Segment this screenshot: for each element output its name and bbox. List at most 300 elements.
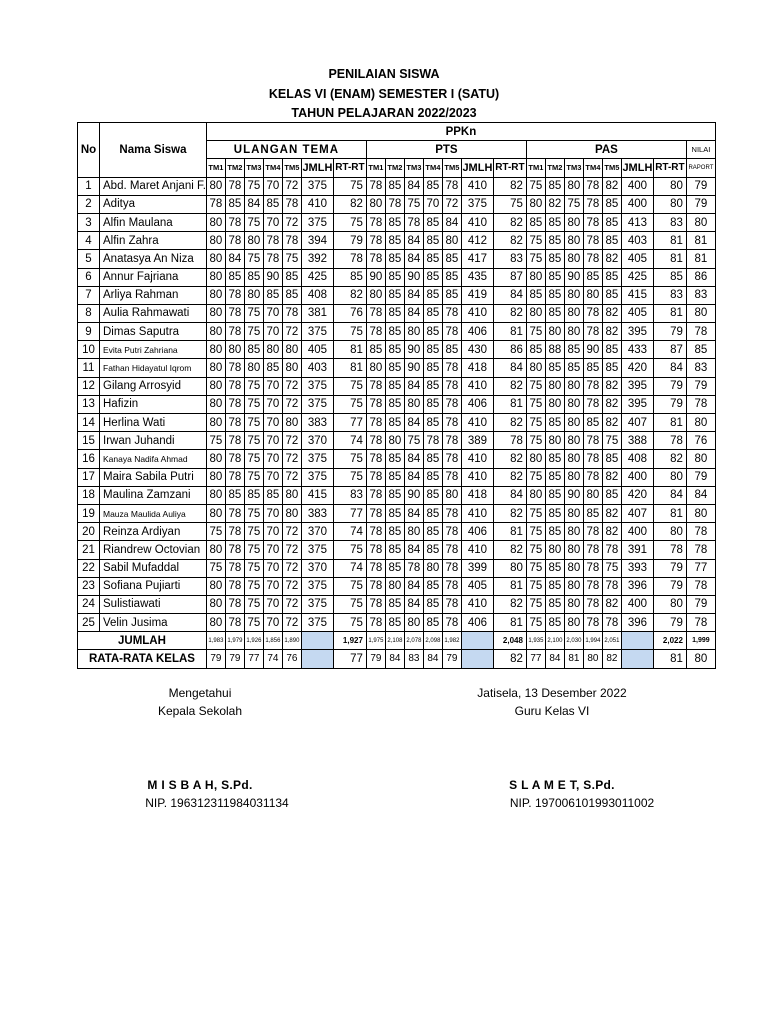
average-row-pas-6: 81 bbox=[653, 650, 686, 668]
score-uh-1: 85 bbox=[225, 195, 244, 213]
score-pts-6: 78 bbox=[493, 432, 526, 450]
score-pts-4: 85 bbox=[442, 250, 461, 268]
score-pas-5: 407 bbox=[621, 504, 653, 522]
score-pts-4: 80 bbox=[442, 486, 461, 504]
student-nilai: 85 bbox=[686, 341, 715, 359]
score-uh-2: 75 bbox=[244, 213, 263, 231]
score-pts-1: 85 bbox=[385, 304, 404, 322]
score-uh-1: 78 bbox=[225, 541, 244, 559]
score-pas-2: 80 bbox=[564, 414, 583, 432]
score-uh-4: 72 bbox=[282, 323, 301, 341]
score-uh-2: 75 bbox=[244, 504, 263, 522]
score-pas-4: 82 bbox=[602, 468, 621, 486]
score-uh-3: 70 bbox=[263, 213, 282, 231]
score-uh-5: 415 bbox=[301, 486, 333, 504]
score-pas-1: 85 bbox=[545, 523, 564, 541]
total-row-pas-3: 1,994 bbox=[583, 632, 602, 650]
score-uh-3: 70 bbox=[263, 304, 282, 322]
score-pas-4: 82 bbox=[602, 377, 621, 395]
student-row bbox=[78, 304, 716, 322]
score-uh-2: 75 bbox=[244, 450, 263, 468]
score-pts-3: 85 bbox=[423, 213, 442, 231]
score-uh-6: 75 bbox=[333, 468, 366, 486]
score-pts-6: 84 bbox=[493, 359, 526, 377]
score-pts-2: 75 bbox=[404, 432, 423, 450]
student-no: 10 bbox=[78, 341, 100, 359]
score-pas-5: 405 bbox=[621, 250, 653, 268]
score-uh-3: 78 bbox=[263, 232, 282, 250]
score-uh-5: 392 bbox=[301, 250, 333, 268]
score-pts-6: 81 bbox=[493, 577, 526, 595]
score-pts-3: 85 bbox=[423, 577, 442, 595]
score-uh-6: 75 bbox=[333, 213, 366, 231]
score-pts-6: 82 bbox=[493, 213, 526, 231]
total-row-uh-6: 1,927 bbox=[333, 632, 366, 650]
score-uh-2: 75 bbox=[244, 250, 263, 268]
student-row bbox=[78, 195, 716, 213]
score-uh-2: 80 bbox=[244, 232, 263, 250]
student-nilai: 80 bbox=[686, 504, 715, 522]
average-row-pts-1: 84 bbox=[385, 650, 404, 668]
score-pas-5: 413 bbox=[621, 213, 653, 231]
score-pas-4: 82 bbox=[602, 523, 621, 541]
total-row-pts-6: 2,048 bbox=[493, 632, 526, 650]
score-uh-3: 78 bbox=[263, 250, 282, 268]
score-uh-5: 383 bbox=[301, 504, 333, 522]
score-pts-0: 80 bbox=[366, 195, 385, 213]
total-row-pts-5 bbox=[461, 632, 493, 650]
score-pas-3: 78 bbox=[583, 468, 602, 486]
score-pas-6: 81 bbox=[653, 232, 686, 250]
score-pts-5: 419 bbox=[461, 286, 493, 304]
score-pas-2: 85 bbox=[564, 341, 583, 359]
score-pts-3: 85 bbox=[423, 614, 442, 632]
score-pas-5: 400 bbox=[621, 468, 653, 486]
score-pas-1: 80 bbox=[545, 323, 564, 341]
header-group-pas: PAS bbox=[526, 141, 686, 159]
total-row-uh-4: 1,890 bbox=[282, 632, 301, 650]
score-pas-0: 80 bbox=[526, 268, 545, 286]
student-nilai: 78 bbox=[686, 523, 715, 541]
score-uh-4: 72 bbox=[282, 559, 301, 577]
score-uh-6: 79 bbox=[333, 232, 366, 250]
score-pas-1: 85 bbox=[545, 232, 564, 250]
score-pas-3: 85 bbox=[583, 414, 602, 432]
sign-left-line1: Mengetahui bbox=[168, 686, 232, 700]
grade-table bbox=[77, 122, 716, 669]
score-pts-0: 78 bbox=[366, 523, 385, 541]
student-nilai: 83 bbox=[686, 359, 715, 377]
score-pts-2: 90 bbox=[404, 268, 423, 286]
score-pts-5: 406 bbox=[461, 323, 493, 341]
score-pas-6: 84 bbox=[653, 486, 686, 504]
score-uh-0: 78 bbox=[206, 195, 225, 213]
score-pas-1: 85 bbox=[545, 359, 564, 377]
total-row bbox=[78, 632, 716, 650]
score-uh-4: 78 bbox=[282, 304, 301, 322]
score-pas-3: 78 bbox=[583, 177, 602, 195]
score-pas-2: 80 bbox=[564, 323, 583, 341]
score-pts-2: 84 bbox=[404, 577, 423, 595]
score-pts-1: 85 bbox=[385, 395, 404, 413]
total-row-pts-1: 2,108 bbox=[385, 632, 404, 650]
score-pas-6: 80 bbox=[653, 177, 686, 195]
score-uh-3: 70 bbox=[263, 377, 282, 395]
score-uh-6: 75 bbox=[333, 577, 366, 595]
student-nilai: 81 bbox=[686, 250, 715, 268]
score-pts-5: 389 bbox=[461, 432, 493, 450]
score-pts-3: 85 bbox=[423, 414, 442, 432]
student-nilai: 86 bbox=[686, 268, 715, 286]
score-pas-6: 81 bbox=[653, 504, 686, 522]
score-uh-4: 80 bbox=[282, 486, 301, 504]
score-uh-4: 78 bbox=[282, 232, 301, 250]
principal-name: M I S B A H, S.Pd. bbox=[147, 778, 253, 792]
score-pas-6: 78 bbox=[653, 432, 686, 450]
score-uh-2: 75 bbox=[244, 541, 263, 559]
student-no: 6 bbox=[78, 268, 100, 286]
student-nilai: 83 bbox=[686, 286, 715, 304]
student-nilai: 79 bbox=[686, 468, 715, 486]
score-pas-5: 396 bbox=[621, 577, 653, 595]
score-pts-0: 78 bbox=[366, 577, 385, 595]
score-uh-1: 78 bbox=[225, 523, 244, 541]
student-nilai: 81 bbox=[686, 232, 715, 250]
score-uh-6: 77 bbox=[333, 504, 366, 522]
score-pas-6: 80 bbox=[653, 595, 686, 613]
score-uh-3: 70 bbox=[263, 614, 282, 632]
score-pas-0: 75 bbox=[526, 468, 545, 486]
student-no: 22 bbox=[78, 559, 100, 577]
score-pas-1: 80 bbox=[545, 377, 564, 395]
score-uh-2: 75 bbox=[244, 177, 263, 195]
score-pas-3: 80 bbox=[583, 286, 602, 304]
score-pas-3: 78 bbox=[583, 523, 602, 541]
score-pas-2: 80 bbox=[564, 213, 583, 231]
student-name: Annur Fajriana bbox=[100, 268, 207, 286]
student-no: 7 bbox=[78, 286, 100, 304]
score-pts-1: 85 bbox=[385, 286, 404, 304]
total-row-pas-1: 2,100 bbox=[545, 632, 564, 650]
score-uh-2: 85 bbox=[244, 341, 263, 359]
student-no: 13 bbox=[78, 395, 100, 413]
score-pts-1: 85 bbox=[385, 232, 404, 250]
score-pts-3: 85 bbox=[423, 595, 442, 613]
score-uh-2: 75 bbox=[244, 595, 263, 613]
score-uh-6: 75 bbox=[333, 614, 366, 632]
score-uh-5: 370 bbox=[301, 523, 333, 541]
score-pts-0: 78 bbox=[366, 450, 385, 468]
score-uh-2: 75 bbox=[244, 577, 263, 595]
score-uh-5: 375 bbox=[301, 177, 333, 195]
score-uh-1: 78 bbox=[225, 504, 244, 522]
average-row-pas-5 bbox=[621, 650, 653, 668]
subheader-pas-tm5: TM5 bbox=[602, 159, 621, 177]
score-pts-3: 85 bbox=[423, 486, 442, 504]
subheader-uh-rt-rt: RT-RT bbox=[333, 159, 366, 177]
score-uh-6: 75 bbox=[333, 377, 366, 395]
score-uh-1: 78 bbox=[225, 432, 244, 450]
score-pts-4: 84 bbox=[442, 213, 461, 231]
score-pts-4: 78 bbox=[442, 595, 461, 613]
score-pas-1: 88 bbox=[545, 341, 564, 359]
student-nilai: 79 bbox=[686, 377, 715, 395]
student-nilai: 78 bbox=[686, 541, 715, 559]
score-pts-3: 85 bbox=[423, 541, 442, 559]
score-pas-1: 85 bbox=[545, 304, 564, 322]
report-title: PENILAIAN SISWA bbox=[328, 67, 440, 81]
student-no: 25 bbox=[78, 614, 100, 632]
score-pts-1: 85 bbox=[385, 595, 404, 613]
score-pas-5: 396 bbox=[621, 614, 653, 632]
score-pts-2: 84 bbox=[404, 304, 423, 322]
score-pts-1: 85 bbox=[385, 268, 404, 286]
score-pas-4: 85 bbox=[602, 286, 621, 304]
score-pas-5: 400 bbox=[621, 177, 653, 195]
student-name: Abd. Maret Anjani F. bbox=[100, 177, 207, 195]
score-pts-3: 85 bbox=[423, 250, 442, 268]
score-uh-5: 370 bbox=[301, 559, 333, 577]
average-row-uh-2: 77 bbox=[244, 650, 263, 668]
score-pas-6: 87 bbox=[653, 341, 686, 359]
average-row-uh-6: 77 bbox=[333, 650, 366, 668]
score-uh-3: 70 bbox=[263, 504, 282, 522]
student-name: Gilang Arrosyid bbox=[100, 377, 207, 395]
score-pas-0: 75 bbox=[526, 250, 545, 268]
score-pas-2: 80 bbox=[564, 577, 583, 595]
score-pts-0: 80 bbox=[366, 359, 385, 377]
score-pas-4: 78 bbox=[602, 614, 621, 632]
student-row bbox=[78, 323, 716, 341]
score-pts-6: 82 bbox=[493, 377, 526, 395]
score-pts-3: 85 bbox=[423, 468, 442, 486]
student-no: 21 bbox=[78, 541, 100, 559]
score-pas-6: 83 bbox=[653, 213, 686, 231]
average-row-pas-1: 84 bbox=[545, 650, 564, 668]
score-pts-6: 84 bbox=[493, 486, 526, 504]
total-row-uh-3: 1,856 bbox=[263, 632, 282, 650]
subheader-pas-jmlh: JMLH bbox=[621, 159, 653, 177]
score-uh-3: 70 bbox=[263, 432, 282, 450]
score-pas-2: 85 bbox=[564, 359, 583, 377]
score-pts-4: 85 bbox=[442, 341, 461, 359]
student-name: Irwan Juhandi bbox=[100, 432, 207, 450]
score-pts-6: 81 bbox=[493, 323, 526, 341]
score-pas-5: 395 bbox=[621, 377, 653, 395]
student-no: 1 bbox=[78, 177, 100, 195]
score-uh-0: 80 bbox=[206, 268, 225, 286]
score-uh-0: 80 bbox=[206, 450, 225, 468]
score-pas-0: 75 bbox=[526, 177, 545, 195]
score-pas-3: 78 bbox=[583, 614, 602, 632]
score-pas-2: 80 bbox=[564, 232, 583, 250]
score-pas-1: 85 bbox=[545, 250, 564, 268]
student-row bbox=[78, 414, 716, 432]
score-pts-2: 90 bbox=[404, 341, 423, 359]
score-uh-6: 74 bbox=[333, 523, 366, 541]
total-row-uh-2: 1,926 bbox=[244, 632, 263, 650]
student-name: Fathan Hidayatul Iqrom bbox=[100, 359, 207, 377]
score-pts-1: 85 bbox=[385, 486, 404, 504]
score-pts-4: 78 bbox=[442, 395, 461, 413]
student-nilai: 80 bbox=[686, 450, 715, 468]
score-pas-0: 75 bbox=[526, 614, 545, 632]
score-pts-1: 78 bbox=[385, 195, 404, 213]
report-class: KELAS VI (ENAM) SEMESTER I (SATU) bbox=[268, 87, 500, 101]
score-pas-1: 80 bbox=[545, 395, 564, 413]
student-row bbox=[78, 504, 716, 522]
score-uh-2: 75 bbox=[244, 523, 263, 541]
student-row bbox=[78, 286, 716, 304]
score-pts-6: 86 bbox=[493, 341, 526, 359]
score-uh-6: 74 bbox=[333, 432, 366, 450]
score-uh-6: 82 bbox=[333, 195, 366, 213]
score-pts-6: 75 bbox=[493, 195, 526, 213]
score-pts-4: 85 bbox=[442, 286, 461, 304]
score-pas-0: 80 bbox=[526, 359, 545, 377]
student-nilai: 80 bbox=[686, 304, 715, 322]
score-uh-3: 70 bbox=[263, 595, 282, 613]
score-pas-5: 405 bbox=[621, 304, 653, 322]
score-uh-1: 78 bbox=[225, 395, 244, 413]
student-nilai: 79 bbox=[686, 195, 715, 213]
score-pas-3: 78 bbox=[583, 395, 602, 413]
total-row-pts-4: 1,982 bbox=[442, 632, 461, 650]
score-uh-4: 72 bbox=[282, 450, 301, 468]
student-row bbox=[78, 213, 716, 231]
score-pts-3: 85 bbox=[423, 286, 442, 304]
score-pas-0: 75 bbox=[526, 523, 545, 541]
score-pas-6: 79 bbox=[653, 323, 686, 341]
principal-nip: NIP. 196312311984031134 bbox=[145, 796, 289, 810]
score-pas-5: 400 bbox=[621, 523, 653, 541]
score-uh-5: 375 bbox=[301, 395, 333, 413]
score-pts-2: 84 bbox=[404, 595, 423, 613]
score-pas-1: 82 bbox=[545, 195, 564, 213]
score-uh-6: 75 bbox=[333, 541, 366, 559]
score-pts-1: 85 bbox=[385, 559, 404, 577]
score-pas-3: 78 bbox=[583, 450, 602, 468]
score-pas-0: 75 bbox=[526, 395, 545, 413]
score-pts-1: 85 bbox=[385, 250, 404, 268]
score-pts-0: 78 bbox=[366, 250, 385, 268]
score-pts-3: 85 bbox=[423, 504, 442, 522]
score-pts-0: 78 bbox=[366, 504, 385, 522]
subheader-pas-rt-rt: RT-RT bbox=[653, 159, 686, 177]
sign-right-line2: Guru Kelas VI bbox=[514, 704, 590, 718]
score-pts-3: 85 bbox=[423, 395, 442, 413]
score-pts-5: 410 bbox=[461, 213, 493, 231]
score-pas-0: 80 bbox=[526, 486, 545, 504]
score-uh-2: 85 bbox=[244, 268, 263, 286]
student-nilai: 78 bbox=[686, 577, 715, 595]
score-uh-3: 85 bbox=[263, 486, 282, 504]
score-pts-2: 84 bbox=[404, 177, 423, 195]
score-uh-0: 75 bbox=[206, 523, 225, 541]
score-uh-5: 375 bbox=[301, 377, 333, 395]
student-nilai: 76 bbox=[686, 432, 715, 450]
score-pts-1: 80 bbox=[385, 577, 404, 595]
score-pts-0: 78 bbox=[366, 177, 385, 195]
score-pts-6: 82 bbox=[493, 450, 526, 468]
subheader-uh-tm2: TM2 bbox=[225, 159, 244, 177]
score-pts-4: 78 bbox=[442, 559, 461, 577]
score-pts-6: 82 bbox=[493, 468, 526, 486]
score-uh-2: 75 bbox=[244, 323, 263, 341]
score-uh-2: 75 bbox=[244, 614, 263, 632]
score-uh-3: 90 bbox=[263, 268, 282, 286]
score-uh-6: 81 bbox=[333, 341, 366, 359]
score-uh-4: 72 bbox=[282, 177, 301, 195]
subheader-pas-tm1: TM1 bbox=[526, 159, 545, 177]
average-row-pas-2: 81 bbox=[564, 650, 583, 668]
student-name: Sulistiawati bbox=[100, 595, 207, 613]
score-pts-0: 78 bbox=[366, 304, 385, 322]
score-pas-0: 75 bbox=[526, 504, 545, 522]
score-pas-0: 75 bbox=[526, 595, 545, 613]
score-pts-2: 90 bbox=[404, 486, 423, 504]
student-no: 2 bbox=[78, 195, 100, 213]
score-pas-3: 78 bbox=[583, 559, 602, 577]
student-no: 11 bbox=[78, 359, 100, 377]
score-pts-0: 90 bbox=[366, 268, 385, 286]
score-uh-0: 80 bbox=[206, 304, 225, 322]
student-no: 19 bbox=[78, 504, 100, 522]
header-nilai: NILAI bbox=[686, 141, 715, 159]
score-uh-6: 75 bbox=[333, 177, 366, 195]
score-pas-2: 80 bbox=[564, 595, 583, 613]
score-pas-3: 78 bbox=[583, 304, 602, 322]
score-pts-5: 410 bbox=[461, 177, 493, 195]
score-uh-5: 370 bbox=[301, 432, 333, 450]
score-pts-0: 78 bbox=[366, 614, 385, 632]
average-row-pts-3: 84 bbox=[423, 650, 442, 668]
score-pas-0: 75 bbox=[526, 541, 545, 559]
score-uh-1: 78 bbox=[225, 377, 244, 395]
score-uh-0: 80 bbox=[206, 595, 225, 613]
score-pts-5: 410 bbox=[461, 450, 493, 468]
score-uh-0: 75 bbox=[206, 432, 225, 450]
score-pas-6: 81 bbox=[653, 250, 686, 268]
score-pas-1: 85 bbox=[545, 577, 564, 595]
score-pts-2: 80 bbox=[404, 323, 423, 341]
score-pas-4: 82 bbox=[602, 177, 621, 195]
score-pas-6: 80 bbox=[653, 523, 686, 541]
score-pts-1: 85 bbox=[385, 523, 404, 541]
subheader-uh-tm1: TM1 bbox=[206, 159, 225, 177]
score-pts-5: 410 bbox=[461, 377, 493, 395]
score-pas-6: 79 bbox=[653, 395, 686, 413]
score-uh-3: 70 bbox=[263, 177, 282, 195]
score-pts-5: 406 bbox=[461, 523, 493, 541]
average-row-pas-0: 77 bbox=[526, 650, 545, 668]
student-row bbox=[78, 595, 716, 613]
score-uh-6: 82 bbox=[333, 286, 366, 304]
score-uh-1: 78 bbox=[225, 577, 244, 595]
score-pts-6: 82 bbox=[493, 177, 526, 195]
score-pts-4: 78 bbox=[442, 177, 461, 195]
score-uh-4: 72 bbox=[282, 395, 301, 413]
average-row-pts-2: 83 bbox=[404, 650, 423, 668]
score-pas-3: 78 bbox=[583, 377, 602, 395]
score-pas-1: 85 bbox=[545, 504, 564, 522]
score-pts-6: 82 bbox=[493, 504, 526, 522]
score-pas-3: 80 bbox=[583, 486, 602, 504]
score-pas-4: 85 bbox=[602, 450, 621, 468]
score-pts-5: 410 bbox=[461, 595, 493, 613]
average-row-pts-5 bbox=[461, 650, 493, 668]
score-pas-4: 82 bbox=[602, 595, 621, 613]
